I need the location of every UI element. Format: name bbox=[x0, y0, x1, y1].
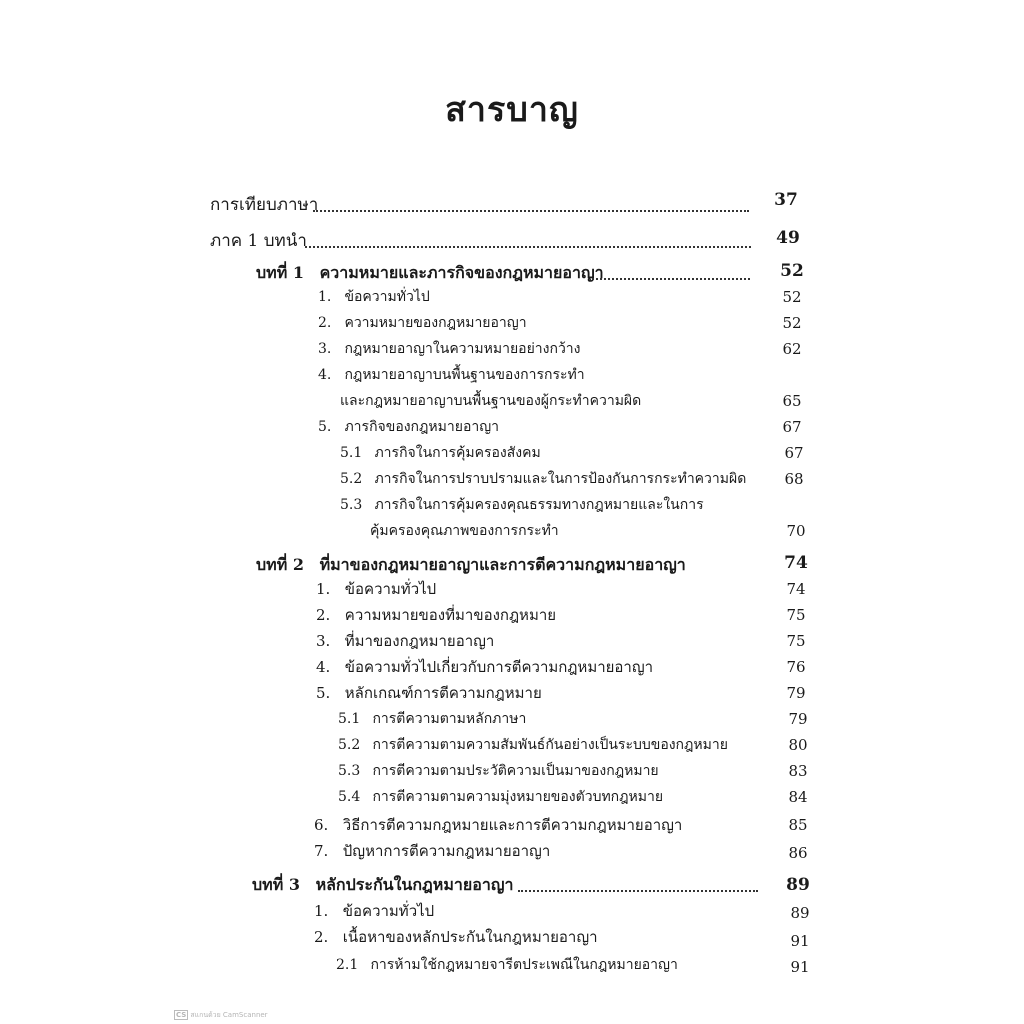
subsection-number: 5.1 bbox=[340, 445, 363, 461]
toc-page-number: 52 bbox=[782, 314, 802, 332]
chapter-label: บทที่ 2 bbox=[256, 555, 304, 574]
scanner-watermark bbox=[174, 1010, 268, 1021]
toc-page-number: 91 bbox=[790, 932, 810, 950]
dot-leader bbox=[305, 246, 751, 248]
toc-entry-text: ความหมายและภารกิจของกฎหมายอาญา bbox=[319, 263, 604, 282]
toc-section bbox=[316, 628, 494, 654]
toc-page-number: 65 bbox=[782, 392, 802, 410]
toc-entry-text: ปัญหาการตีความกฎหมายอาญา bbox=[342, 842, 551, 860]
toc-page-number: 79 bbox=[788, 710, 808, 728]
toc-subsection bbox=[338, 706, 526, 732]
toc-section bbox=[316, 654, 653, 680]
page-title: สารบาญ bbox=[445, 90, 579, 130]
section-number: 7. bbox=[314, 842, 329, 860]
toc-section bbox=[314, 898, 434, 924]
toc-chapter-1 bbox=[256, 260, 604, 286]
toc-entry-text: วิธีการตีความกฎหมายและการตีความกฎหมายอาญา bbox=[342, 816, 683, 834]
toc-entry-part-1 bbox=[210, 228, 307, 254]
toc-entry-text: การห้ามใช้กฎหมายจารีตประเพณีในกฎหมายอาญา bbox=[370, 957, 678, 973]
toc-entry-text: ข้อความทั่วไป bbox=[344, 580, 437, 598]
toc-entry-text: ที่มาของกฎหมายอาญาและการตีความกฎหมายอาญา bbox=[319, 555, 686, 574]
toc-section bbox=[318, 310, 527, 336]
toc-entry-text: ความหมายของกฎหมายอาญา bbox=[344, 315, 527, 331]
toc-section bbox=[314, 838, 550, 864]
toc-page-number: 67 bbox=[782, 418, 802, 436]
toc-page-number: 52 bbox=[782, 288, 802, 306]
toc-page-number: 52 bbox=[780, 261, 804, 281]
toc-page-number: 68 bbox=[784, 470, 804, 488]
section-number: 1. bbox=[314, 902, 329, 920]
section-number: 2. bbox=[318, 315, 332, 331]
section-number: 5. bbox=[316, 684, 331, 702]
chapter-label: บทที่ 1 bbox=[256, 263, 304, 282]
toc-page-number: 89 bbox=[786, 875, 810, 895]
toc-page-number: 91 bbox=[790, 958, 810, 976]
toc-page-number: 86 bbox=[788, 844, 808, 862]
section-number: 2. bbox=[314, 928, 329, 946]
subsection-number: 5.2 bbox=[338, 737, 361, 753]
toc-page-number: 74 bbox=[784, 553, 808, 573]
section-number: 1. bbox=[316, 580, 331, 598]
toc-page-number: 84 bbox=[788, 788, 808, 806]
scanner-text: สแกนด้วย CamScanner bbox=[190, 1011, 268, 1019]
toc-page-number: 37 bbox=[774, 190, 798, 210]
toc-section bbox=[318, 336, 581, 362]
toc-entry-text: หลักประกันในกฎหมายอาญา bbox=[315, 875, 514, 894]
toc-page-number: 85 bbox=[788, 816, 808, 834]
toc-page-number: 75 bbox=[786, 632, 806, 650]
section-number: 3. bbox=[318, 341, 332, 357]
toc-entry-text: ภาค 1 บทนำ bbox=[210, 231, 307, 251]
section-number: 3. bbox=[316, 632, 331, 650]
toc-subsection bbox=[340, 466, 746, 492]
toc-entry-text: กฎหมายอาญาบนพื้นฐานของการกระทำ bbox=[344, 367, 585, 383]
toc-entry-text: ข้อความทั่วไป bbox=[342, 902, 435, 920]
toc-subsection bbox=[336, 952, 678, 978]
toc-subsection bbox=[338, 758, 659, 784]
toc-section-continuation bbox=[340, 388, 641, 414]
toc-chapter-3 bbox=[252, 872, 513, 898]
toc-entry-text: การตีความตามความสัมพันธ์กันอย่างเป็นระบบของกฎหมาย bbox=[372, 737, 728, 753]
toc-entry-text: ข้อความทั่วไป bbox=[344, 289, 430, 305]
chapter-label: บทที่ 3 bbox=[252, 875, 300, 894]
toc-entry-text: ความหมายของที่มาของกฎหมาย bbox=[344, 606, 557, 624]
toc-entry-text: ภารกิจของกฎหมายอาญา bbox=[344, 419, 500, 435]
toc-section bbox=[314, 924, 598, 950]
section-number: 4. bbox=[316, 658, 331, 676]
toc-subsection bbox=[340, 492, 704, 518]
toc-entry-text: การเทียบภาษา bbox=[210, 195, 319, 215]
toc-page-number: 89 bbox=[790, 904, 810, 922]
toc-page-number: 62 bbox=[782, 340, 802, 358]
toc-entry-text: ภารกิจในการคุ้มครองคุณธรรมทางกฎหมายและในการ bbox=[374, 497, 704, 513]
toc-section bbox=[318, 284, 430, 310]
subsection-number: 5.4 bbox=[338, 789, 361, 805]
toc-page-number: 67 bbox=[784, 444, 804, 462]
toc-entry-text: คุ้มครองคุณภาพของการกระทำ bbox=[370, 523, 559, 539]
toc-entry-text: การตีความตามหลักภาษา bbox=[372, 711, 527, 727]
toc-entry-text: และกฎหมายอาญาบนพื้นฐานของผู้กระทำความผิด bbox=[340, 393, 642, 409]
section-number: 5. bbox=[318, 419, 332, 435]
section-number: 6. bbox=[314, 816, 329, 834]
toc-page-number: 76 bbox=[786, 658, 806, 676]
toc-page-number: 74 bbox=[786, 580, 806, 598]
subsection-number: 5.3 bbox=[340, 497, 363, 513]
toc-subsection bbox=[340, 440, 541, 466]
toc-page-number: 79 bbox=[786, 684, 806, 702]
toc-page-number: 83 bbox=[788, 762, 808, 780]
toc-entry-text: ภารกิจในการปราบปรามและในการป้องกันการกระทำความผิด bbox=[374, 471, 747, 487]
toc-entry-text: การตีความตามความมุ่งหมายของตัวบทกฎหมาย bbox=[372, 789, 664, 805]
scanner-badge: CS bbox=[176, 1011, 187, 1019]
dot-leader bbox=[518, 890, 758, 892]
subsection-number: 5.1 bbox=[338, 711, 361, 727]
toc-chapter-2 bbox=[256, 552, 686, 578]
toc-page-number: 70 bbox=[786, 522, 806, 540]
subsection-number: 5.2 bbox=[340, 471, 363, 487]
toc-page-number: 49 bbox=[776, 228, 800, 248]
subsection-number: 5.3 bbox=[338, 763, 361, 779]
toc-section bbox=[318, 414, 499, 440]
toc-entry-text: ข้อความทั่วไปเกี่ยวกับการตีความกฎหมายอาญา bbox=[344, 658, 654, 676]
toc-section bbox=[314, 812, 682, 838]
toc-entry-text: กฎหมายอาญาในความหมายอย่างกว้าง bbox=[344, 341, 581, 357]
toc-section bbox=[316, 576, 436, 602]
toc-subsection bbox=[338, 732, 728, 758]
dot-leader bbox=[313, 210, 749, 212]
section-number: 4. bbox=[318, 367, 332, 383]
toc-subsection-continuation bbox=[370, 518, 559, 544]
section-number: 1. bbox=[318, 289, 332, 305]
dot-leader bbox=[592, 278, 750, 280]
toc-entry-text: การตีความตามประวัติความเป็นมาของกฎหมาย bbox=[372, 763, 659, 779]
toc-section bbox=[316, 602, 556, 628]
toc-entry-text: ภารกิจในการคุ้มครองสังคม bbox=[374, 445, 541, 461]
toc-subsection bbox=[338, 784, 663, 810]
toc-entry-text: หลักเกณฑ์การตีความกฎหมาย bbox=[344, 684, 542, 702]
toc-page-number: 75 bbox=[786, 606, 806, 624]
toc-entry-text: ที่มาของกฎหมายอาญา bbox=[344, 632, 495, 650]
section-number: 2. bbox=[316, 606, 331, 624]
subsection-number: 2.1 bbox=[336, 957, 359, 973]
toc-entry-comparison bbox=[210, 192, 318, 218]
toc-section bbox=[316, 680, 542, 706]
toc-entry-text: เนื้อหาของหลักประกันในกฎหมายอาญา bbox=[342, 928, 598, 946]
toc-page-number: 80 bbox=[788, 736, 808, 754]
toc-section bbox=[318, 362, 585, 388]
